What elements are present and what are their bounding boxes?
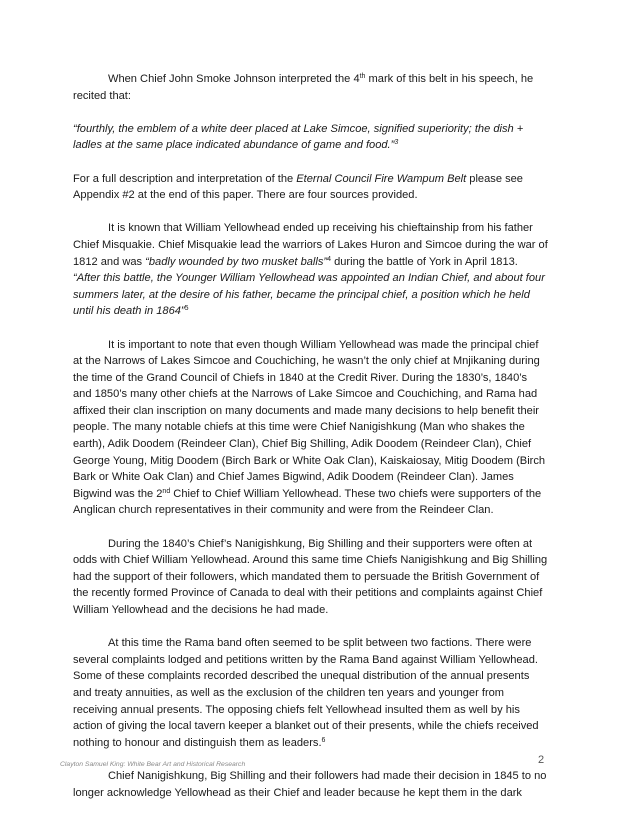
p1-text-a: When Chief John Smoke Johnson interpreted the 4	[108, 73, 360, 85]
p4-quote-1: “badly wounded by two musket balls”	[145, 255, 328, 268]
belt-title: Eternal Council Fire Wampum Belt	[296, 172, 467, 185]
footnote-ref-3: 3	[394, 139, 399, 147]
quote-paragraph	[73, 121, 548, 154]
p6-text: During the 1840’s Chief’s Nanigishkung, Big Shilling and their supporters were often at odds with Chief William Yellowhead. Around this same time Chiefs Nanigishkung and Big Shilling had the support of their followers, which mandated them to persuade the British Government of the recently formed Province of Canada to deal with their petitions and complaints against Chief William Yellowhead and the decisions he had made.	[73, 537, 548, 616]
footer-author: Clayton Samuel King: White Bear Art and Historical Research	[60, 761, 246, 768]
p4-text-b: during the battle of York in April 1813.	[330, 255, 518, 268]
p8-text: Chief Nanigishkung, Big Shilling and their followers had made their decision in 1845 to no longer acknowledge Yellowhead as their Chief and leader because he kept them in the dark	[73, 769, 547, 799]
p5-superscript: nd	[162, 487, 171, 495]
p1-superscript: th	[359, 73, 366, 80]
p5-text-a: It is important to note that even though William Yellowhead was made the principal chief at the Narrows of Lakes Simcoe and Couchiching, he wasn’t the only chief at Mnjikaning during the time of the Grand Council of Chiefs in 1840 at the Credit River. During the 1830’s, 1840’s and 1850’s many other chiefs at the Narrows of Lake Simcoe and Couchiching, and Rama had affixed their clan inscription on many documents and made many decisions to help benefit their people. The many notable chiefs at this time were Chief Nanigishkung (Man who shakes the earth), Adik Doodem (Reindeer Clan), Chief Big Shilling, Adik Doodem (Reindeer Clan), Chief George Young, Mitig Doodem (Birch Bark or White Oak Clan), Kaiskaiosay, Mitig Doodem (Birch Bark or White Oak Clan) and Chief James Bigwind, Adik Doodem (Reindeer Clan). James Bigwind was the 2	[73, 338, 546, 500]
paragraph-1	[73, 71, 548, 104]
p5-text-b: Chief to Chief William Yellowhead. These two chiefs were supporters of the Anglican church representatives in their community and were from the Reindeer Clan.	[73, 487, 542, 517]
body-text	[73, 71, 548, 818]
paragraph-7	[73, 635, 548, 751]
footnote-ref-5: 5	[184, 305, 189, 313]
p3-text-b: please see Appendix #2 at the end of this paper. There are four sources provided.	[73, 172, 523, 202]
footnote-ref-4: 4	[327, 255, 331, 263]
footnote-ref-6: 6	[321, 736, 326, 744]
p7-text: At this time the Rama band often seemed to be split between two factions. There were several complaints lodged and petitions written by the Rama Band against William Yellowhead. Some of these complaints recorded described the unequal distribution of the annual presents and treaty annuities, as well as the exclusion of the children ten years and younger from receiving annual presents. The opposing chiefs felt Yellowhead insulted them as well by his action of giving the local tavern keeper a blanket out of their presents, while the chiefs received nothing to honour and distinguish them as leaders.	[73, 637, 539, 749]
p3-text-a: For a full description and interpretation of the	[73, 172, 297, 185]
paragraph-5	[73, 337, 548, 520]
quote-text: “fourthly, the emblem of a white deer placed at Lake Simcoe, signified superiority; the dish + ladles at the same place indicated abundance of game and food.”	[73, 122, 524, 152]
paragraph-4	[73, 220, 548, 320]
paragraph-3	[73, 171, 548, 204]
p1-text-b: mark of this belt in his speech, he recited that:	[73, 73, 534, 102]
p4-quote-2: “After this battle, the Younger William Yellowhead was appointed an Indian Chief, and about four summers later, at the desire of his father, became the principal chief, a position which he held until his death in 1864”	[73, 272, 545, 318]
paragraph-6	[73, 536, 548, 619]
page-number: 2	[538, 754, 545, 766]
p4-text-a: It is known that William Yellowhead ended up receiving his chieftainship from his father Chief Misquakie. Chief Misquakie lead the warriors of Lakes Huron and Simcoe during the war of 1812 and was	[73, 222, 548, 268]
